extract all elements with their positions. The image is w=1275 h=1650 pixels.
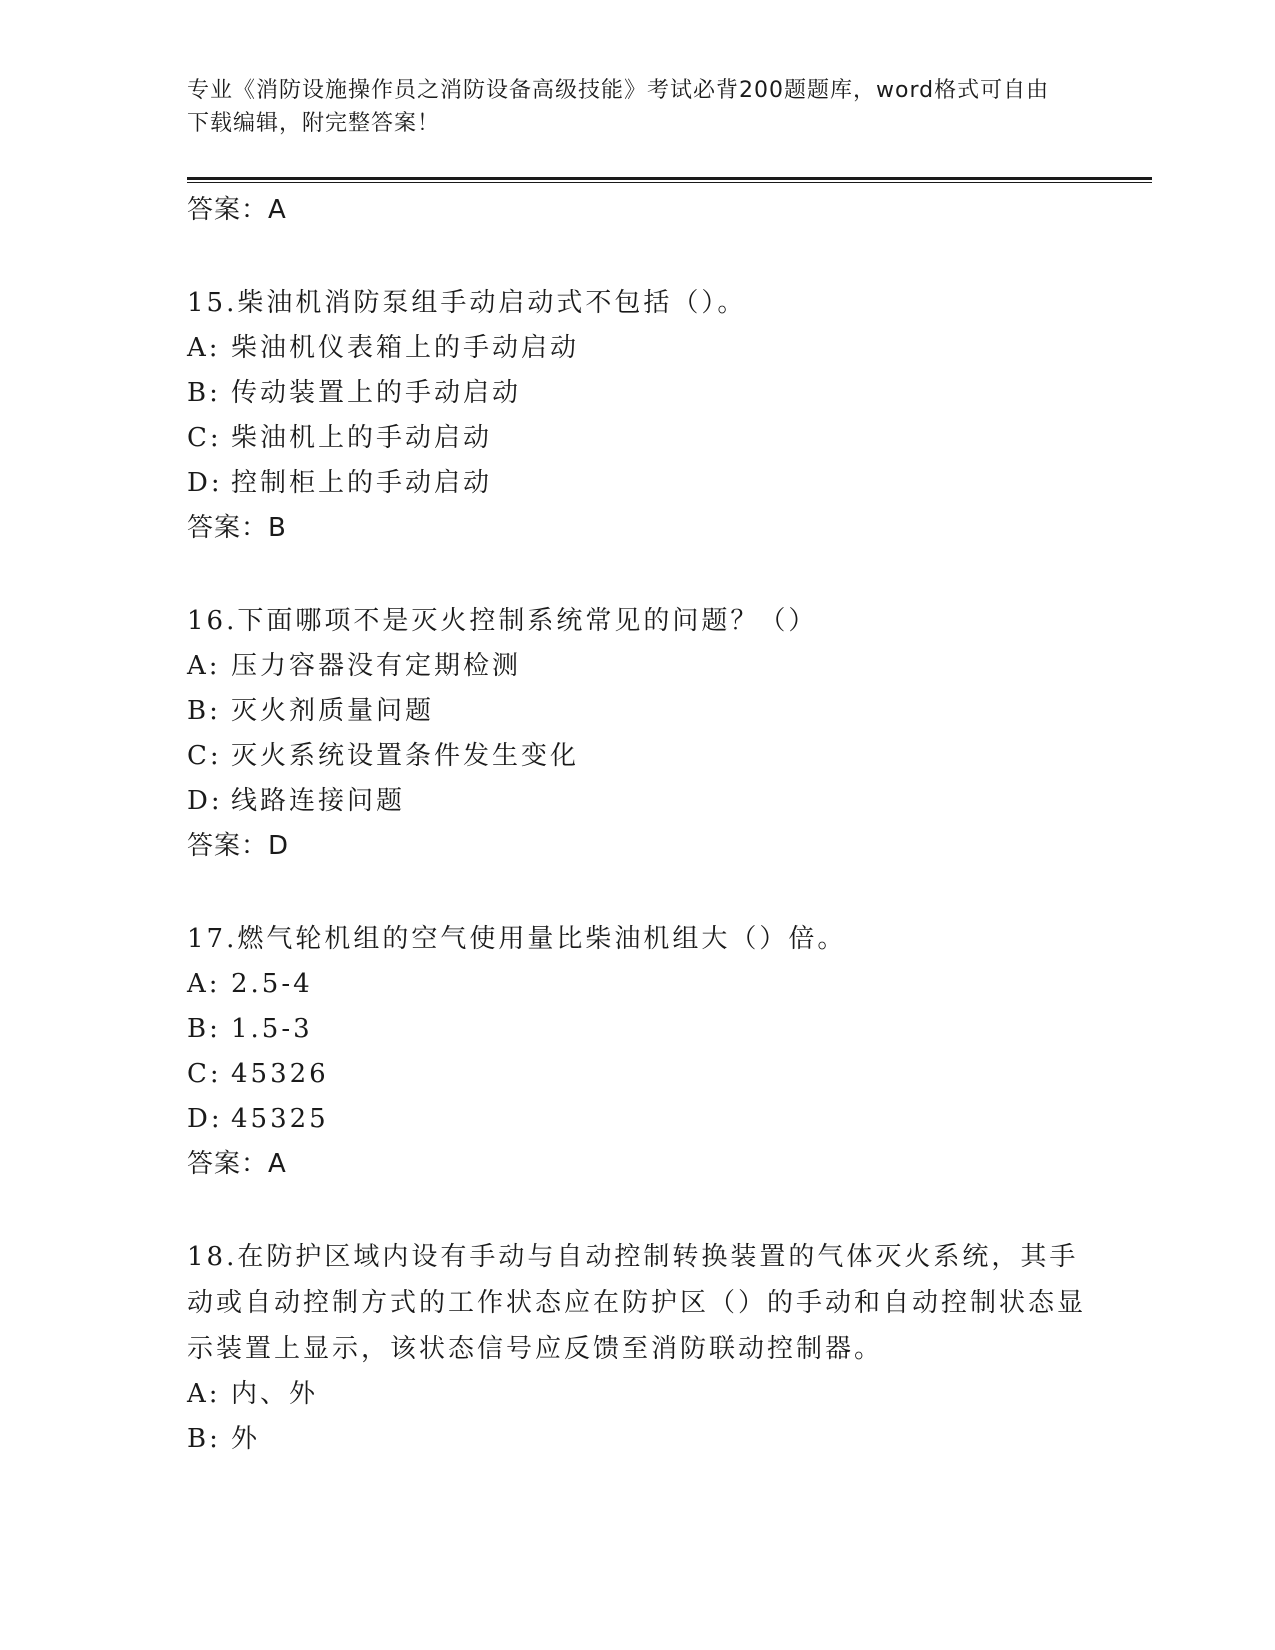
option-letter: D: [187,468,223,498]
option-letter: B: [187,696,221,726]
option-b [187,1007,1087,1052]
question-text: 燃气轮机组的空气使用量比柴油机组大（）倍。 [237,924,847,954]
question-number: 18. [187,1242,238,1272]
option-letter: C: [187,423,222,453]
answer-value: A [268,195,287,225]
question-list [187,188,1087,1462]
option-a [187,962,1087,1007]
option-text: 45325 [231,1104,329,1134]
option-text: 45326 [231,1059,329,1089]
question-number: 15. [187,288,238,318]
option-d [187,461,1087,506]
header-divider-thin [187,182,1152,183]
option-b [187,371,1087,416]
option-letter: B: [187,1014,221,1044]
spacer [187,868,1087,916]
question-item [187,1234,1087,1372]
spacer [187,550,1087,598]
question-text: 下面哪项不是灭火控制系统常见的问题？（） [237,606,818,636]
document-header: 专业《消防设施操作员之消防设备高级技能》考试必背200题题库，word格式可自由下载编辑，附完整答案！ [187,78,1050,136]
answer-value: B [268,513,287,543]
answer-value: D [268,831,290,861]
option-letter: B: [187,1424,221,1454]
option-text: 柴油机仪表箱上的手动启动 [231,333,580,363]
option-letter: D: [187,1104,223,1134]
option-d [187,1097,1087,1142]
option-letter: C: [187,1059,222,1089]
question-text: 在防护区域内设有手动与自动控制转换装置的气体灭火系统，其手动或自动控制方式的工作状态应在防护区（）的手动和自动控制状态显示装置上显示，该状态信号应反馈至消防联动控制器。 [187,1242,1087,1364]
option-letter: A: [187,1379,221,1409]
option-a [187,326,1087,371]
option-text: 柴油机上的手动启动 [231,423,493,453]
spacer [187,232,1087,280]
option-text: 外 [231,1424,261,1454]
option-text: 线路连接问题 [231,786,406,816]
option-text: 1.5-3 [231,1014,313,1044]
option-c [187,416,1087,461]
option-text: 传动装置上的手动启动 [231,378,522,408]
option-letter: A: [187,333,221,363]
question-number: 17. [187,924,238,954]
answer-label: 答案： [187,513,269,543]
option-letter: B: [187,378,221,408]
option-letter: A: [187,651,221,681]
question-item [187,916,1087,962]
answer-line [187,188,1087,232]
answer-label: 答案： [187,831,269,861]
option-c [187,1052,1087,1097]
answer-label: 答案： [187,1149,269,1179]
option-letter: A: [187,969,221,999]
option-b [187,689,1087,734]
option-c [187,734,1087,779]
option-text: 2.5-4 [231,969,313,999]
question-text: 柴油机消防泵组手动启动式不包括（）。 [237,288,747,318]
spacer [187,1186,1087,1234]
header-divider-thick [187,177,1152,180]
option-d [187,779,1087,824]
option-text: 灭火剂质量问题 [231,696,435,726]
question-number: 16. [187,606,238,636]
option-letter: D: [187,786,223,816]
answer-value: A [268,1149,287,1179]
option-letter: C: [187,741,222,771]
option-text: 控制柜上的手动启动 [231,468,493,498]
option-text: 内、外 [231,1379,319,1409]
option-b [187,1417,1087,1462]
question-item [187,280,1087,326]
option-text: 灭火系统设置条件发生变化 [231,741,580,771]
answer-line [187,506,1087,550]
question-item [187,598,1087,644]
answer-line [187,1142,1087,1186]
option-a [187,1372,1087,1417]
answer-line [187,824,1087,868]
answer-label: 答案： [187,195,269,225]
option-a [187,644,1087,689]
option-text: 压力容器没有定期检测 [231,651,522,681]
